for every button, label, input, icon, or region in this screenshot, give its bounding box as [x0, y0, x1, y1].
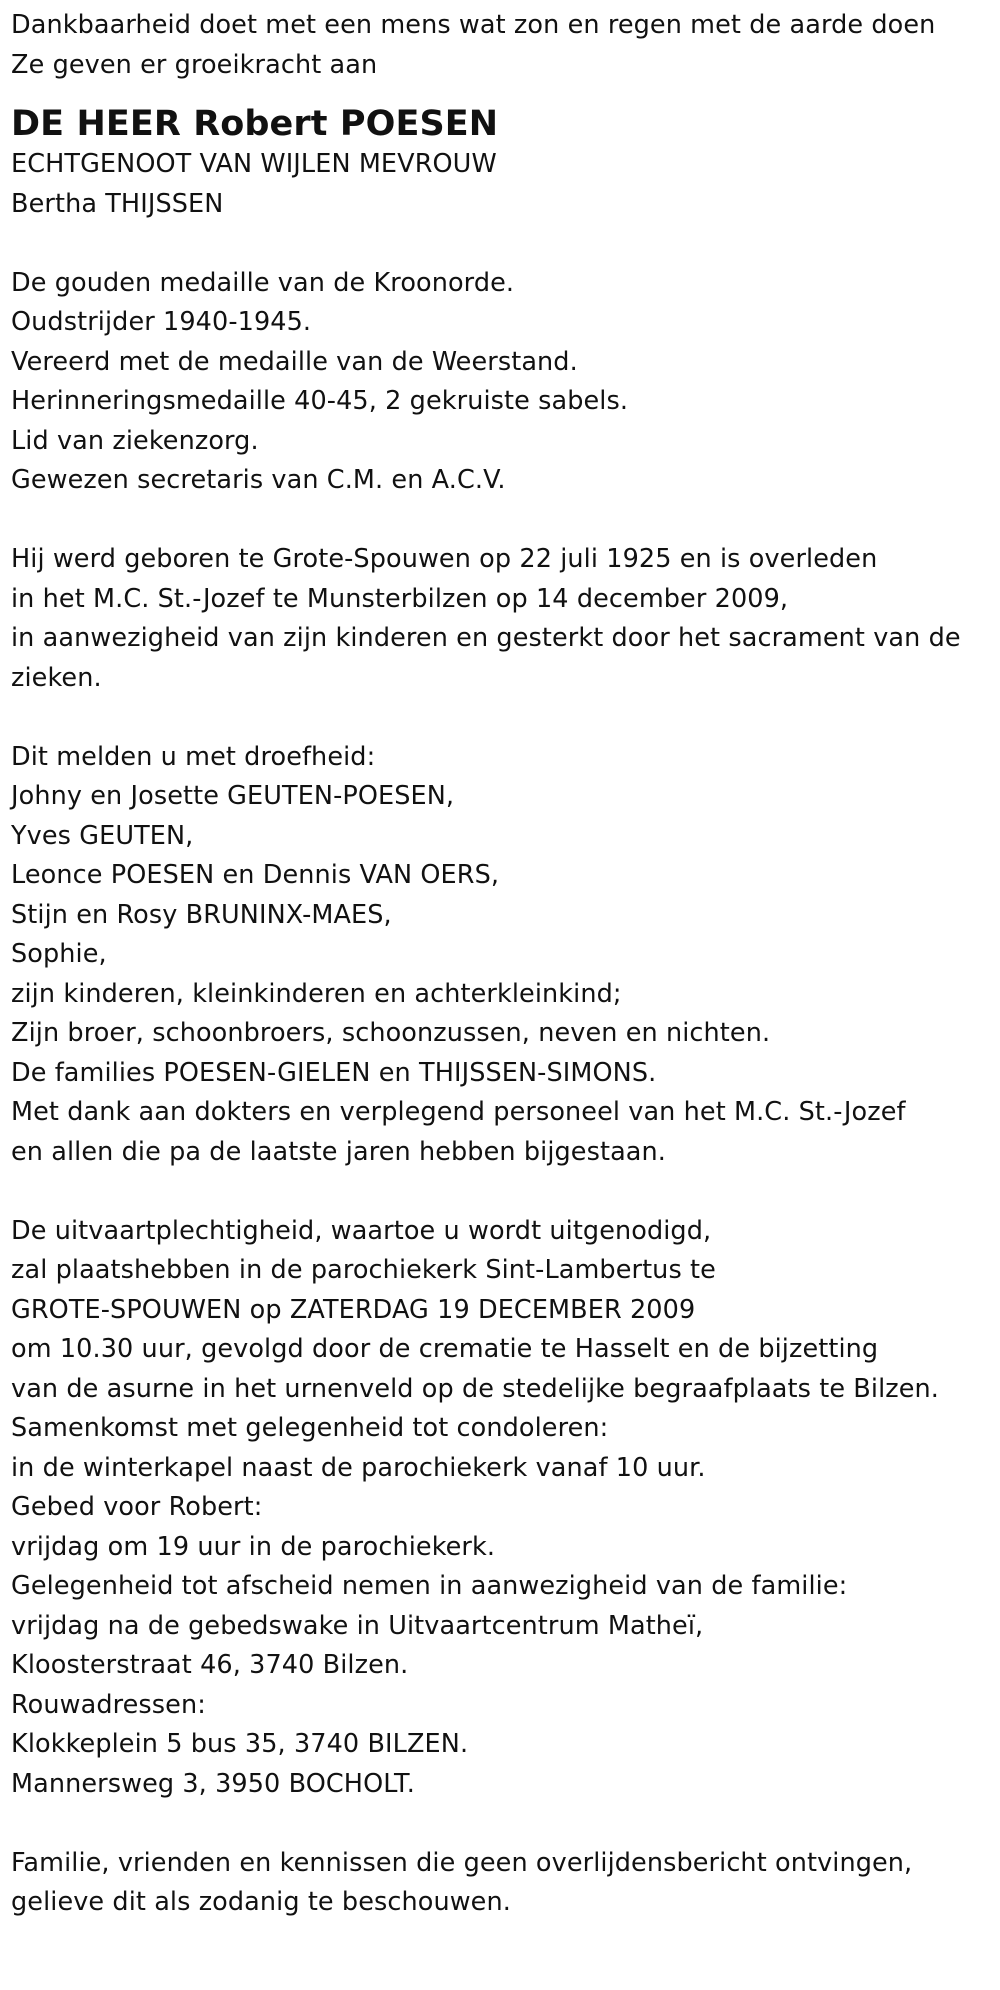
funeral-line: De uitvaartplechtigheid, waartoe u wordt uitgenodigd, [11, 1215, 712, 1246]
funeral-line: Samenkomst met gelegenheid tot condoleren: [11, 1413, 609, 1443]
funeral-line: Kloosterstraat 46, 3740 Bilzen. [11, 1650, 409, 1680]
announcement-line: De families POESEN-GIELEN en THIJSSEN-SIMONS. [11, 1057, 657, 1088]
spouse-line: Bertha THIJSSEN [11, 188, 224, 219]
announcement-line: Met dank aan dokters en verplegend personeel van het M.C. St.-Jozef [11, 1097, 906, 1127]
intro-line: Ze geven er groeikracht aan [11, 49, 378, 80]
funeral-line: vrijdag om 19 uur in de parochiekerk. [11, 1531, 496, 1562]
honor-line: De gouden medaille van de Kroonorde. [11, 267, 515, 298]
funeral-line: in de winterkapel naast de parochiekerk vanaf 10 uur. [11, 1452, 706, 1483]
funeral-line: Gebed voor Robert: [11, 1492, 263, 1522]
deceased-name: DE HEER Robert POESEN [11, 104, 499, 144]
spouse-info [11, 145, 996, 224]
family-announcement [11, 738, 996, 1173]
announcement-line: Zijn broer, schoonbroers, schoonzussen, neven en nichten. [11, 1018, 771, 1048]
funeral-line: Rouwadressen: [11, 1689, 206, 1720]
honor-line: Oudstrijder 1940-1945. [11, 307, 312, 337]
birth-death-info [11, 540, 996, 698]
spacer [11, 1804, 996, 1844]
closing-line: Familie, vrienden en kennissen die geen overlijdensbericht ontvingen, [11, 1847, 913, 1878]
funeral-line: GROTE-SPOUWEN op ZATERDAG 19 DECEMBER 2009 [11, 1294, 696, 1325]
announcement-line: Sophie, [11, 939, 107, 969]
intro-quote [11, 6, 996, 85]
announcement-line: Johny en Josette GEUTEN-POESEN, [11, 781, 455, 811]
announcement-line: Leonce POESEN en Dennis VAN OERS, [11, 860, 500, 890]
funeral-line: Klokkeplein 5 bus 35, 3740 BILZEN. [11, 1729, 469, 1759]
spacer [11, 1172, 996, 1212]
announcement-line: zijn kinderen, kleinkinderen en achterkleinkind; [11, 978, 622, 1009]
announcement-line: Stijn en Rosy BRUNINX-MAES, [11, 899, 392, 930]
funeral-details [11, 1212, 996, 1805]
announcement-line: en allen die pa de laatste jaren hebben bijgestaan. [11, 1136, 666, 1167]
spacer [11, 698, 996, 738]
funeral-line: Mannersweg 3, 3950 BOCHOLT. [11, 1768, 415, 1799]
obituary-notice [11, 6, 996, 1923]
announcement-line: Dit melden u met droefheid: [11, 741, 376, 772]
birth-death-line: in het M.C. St.-Jozef te Munsterbilzen op 14 december 2009, [11, 583, 789, 614]
funeral-line: om 10.30 uur, gevolgd door de crematie te Hasselt en de bijzetting [11, 1334, 879, 1364]
spacer [11, 224, 996, 264]
funeral-line: vrijdag na de gebedswake in Uitvaartcentrum Matheï, [11, 1610, 704, 1641]
birth-death-line: Hij werd geboren te Grote-Spouwen op 22 juli 1925 en is overleden [11, 544, 878, 574]
honors-list [11, 264, 996, 501]
birth-death-line: in aanwezigheid van zijn kinderen en gesterkt door het sacrament van de zieken. [11, 623, 961, 693]
closing-note [11, 1844, 996, 1923]
honor-line: Gewezen secretaris van C.M. en A.C.V. [11, 465, 506, 495]
intro-line: Dankbaarheid doet met een mens wat zon en regen met de aarde doen [11, 10, 936, 40]
spacer [11, 501, 996, 541]
funeral-line: zal plaatshebben in de parochiekerk Sint-Lambertus te [11, 1255, 716, 1285]
closing-line: gelieve dit als zodanig te beschouwen. [11, 1887, 511, 1917]
funeral-line: Gelegenheid tot afscheid nemen in aanwezigheid van de familie: [11, 1571, 848, 1601]
announcement-line: Yves GEUTEN, [11, 820, 194, 851]
spouse-line: ECHTGENOOT VAN WIJLEN MEVROUW [11, 149, 497, 179]
honor-line: Herinneringsmedaille 40-45, 2 gekruiste sabels. [11, 386, 629, 416]
honor-line: Vereerd met de medaille van de Weerstand. [11, 346, 578, 377]
honor-line: Lid van ziekenzorg. [11, 425, 259, 456]
funeral-line: van de asurne in het urnenveld op de stedelijke begraafplaats te Bilzen. [11, 1373, 940, 1404]
